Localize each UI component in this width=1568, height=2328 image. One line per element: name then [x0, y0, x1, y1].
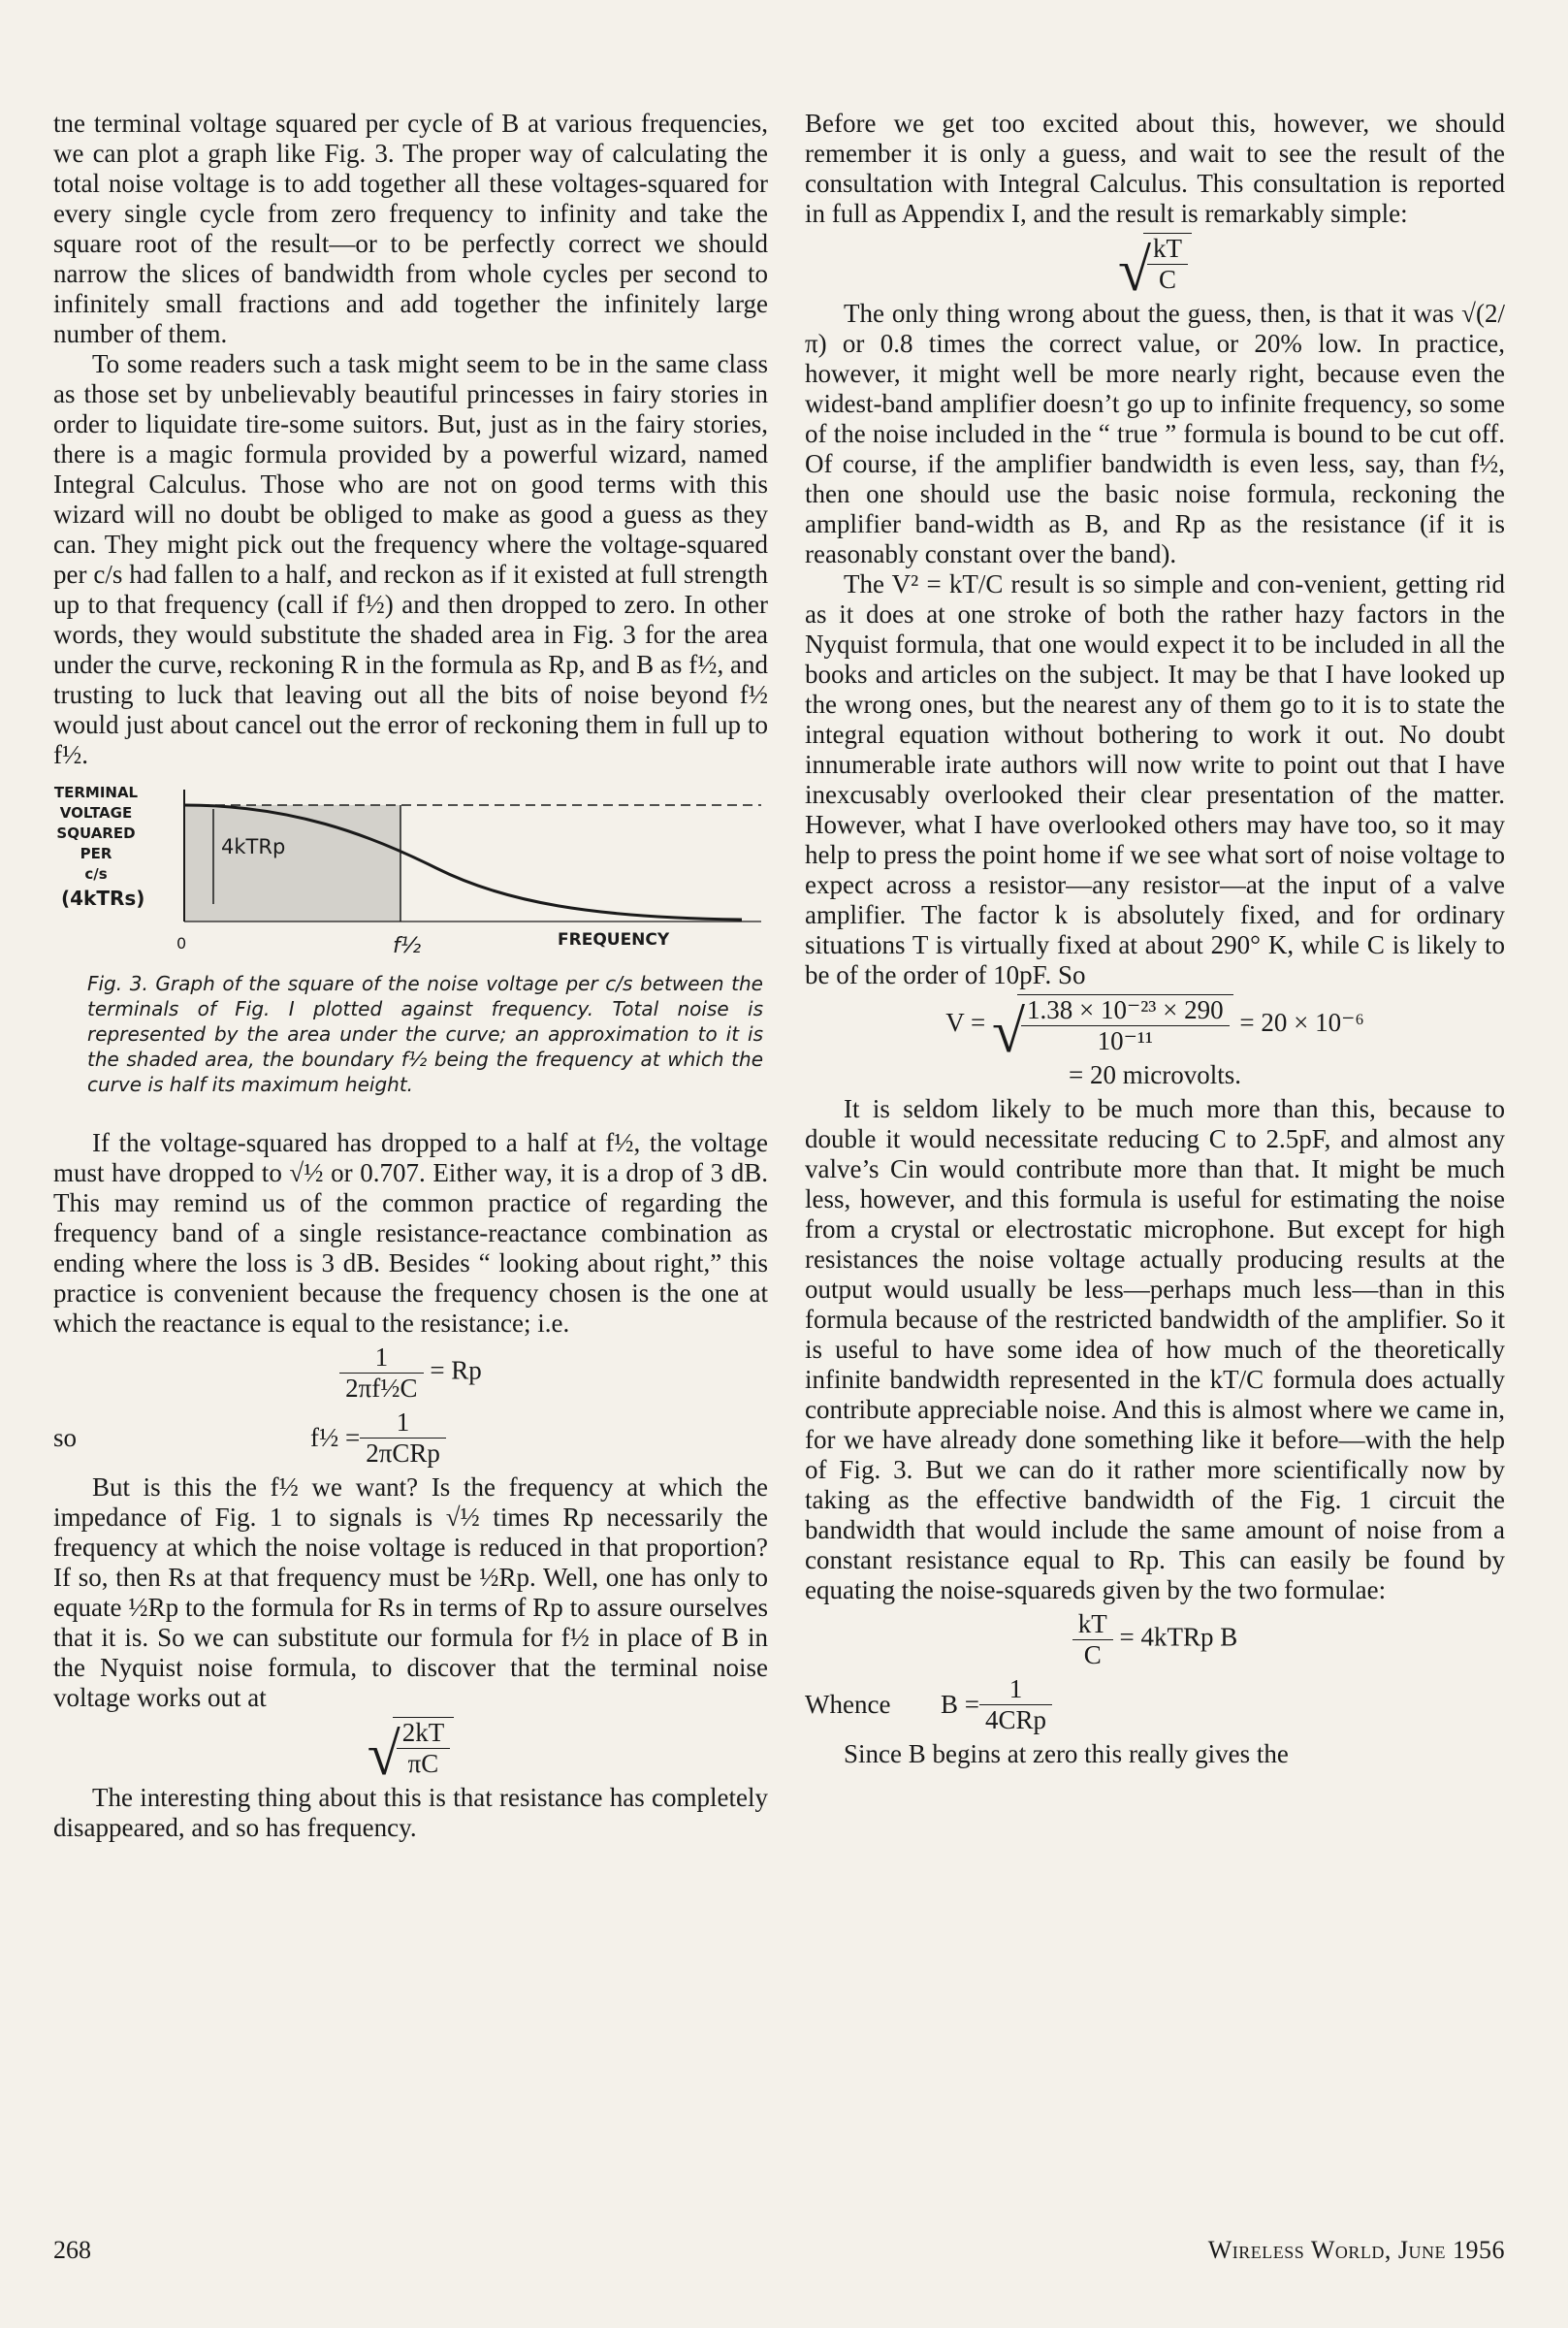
paragraph: If the voltage-squared has dropped to a half at f½, the voltage must have dropped to √½ or 0.707. Either way, it is a drop of 3 dB. This may remind us of the common practice of regarding the frequency band of a single resistance-reactance combination as ending where the loss is 3 dB. Besides “ looking about right,” this practice is convenient because the frequency chosen is the one at which the reactance is equal to the resistance; i.e.: [53, 1128, 768, 1338]
fraction: [360, 1407, 446, 1469]
y-axis-label-line: PER: [80, 845, 112, 862]
paragraph: But is this the f½ we want? Is the frequency at which the impedance of Fig. 1 to signals is √½ times Rp necessarily the frequency at which the noise voltage is reduced in that proportion? If so, then Rs at that frequency must be ½Rp. Well, one has only to equate ½Rp to the formula for Rs in terms of Rp to assure ourselves that it is. So we can substitute our formula for f½ in place of B in the Nyquist noise formula, to discover that the terminal noise voltage works out at: [53, 1472, 768, 1712]
y-axis-label-line: VOLTAGE: [59, 804, 133, 822]
equation: [805, 1609, 1505, 1670]
square-root: [1118, 233, 1192, 304]
equation: [53, 1407, 768, 1469]
equation-rhs: = Rp: [430, 1355, 482, 1385]
paragraph: The only thing wrong about the guess, then, is that it was √(2/π) or 0.8 times the correct value, or 20% low. In practice, however, it might well be more nearly right, because even the widest-band amplifier doesn’t go up to infinite frequency, so some of the noise included in the “ true ” formula is bound to be cut off. Of course, if the amplifier bandwidth is even less, say, than f½, then one should use the basic noise formula, reckoning the amplifier band-width as B, and Rp as the resistance (if it is reasonably constant over the band).: [805, 299, 1505, 568]
paragraph: tne terminal voltage squared per cycle of B at various frequencies, we can plot a graph like Fig. 3. The proper way of calculating the total noise voltage is to add together all these voltages-squared for every single cycle from zero frequency to infinity and take the square root of the result—or to be perfectly correct we should narrow the slices of bandwidth from whole cycles per second to infinitely small fractions and add together the infinitely large number of them.: [53, 109, 768, 348]
equation: [805, 233, 1505, 304]
denominator: C: [1083, 1640, 1102, 1669]
y-axis-label-line: SQUARED: [56, 824, 136, 842]
radical-icon: √: [367, 1722, 400, 1788]
numerator: 2kT: [397, 1718, 451, 1749]
radical-icon: √: [1118, 238, 1152, 304]
denominator: 4CRp: [985, 1705, 1047, 1734]
equation-rhs: = 4kTRp B: [1119, 1622, 1238, 1652]
equation-lhs: f½ =: [310, 1423, 361, 1452]
half-frequency-label: f½: [393, 934, 422, 958]
paragraph: Since B begins at zero this really gives the: [844, 1739, 1289, 1768]
shaded-area: [184, 805, 400, 922]
equation: [53, 1342, 768, 1404]
fraction: [1072, 1609, 1113, 1670]
y-axis-label: [54, 784, 145, 910]
denominator: C: [1158, 265, 1176, 294]
square-root: [991, 994, 1233, 1065]
equation-lhs: V =: [945, 1008, 986, 1038]
paragraph: Before we get too excited about this, however, we should remember it is only a guess, and wait to see the result of the consultation with Integral Calculus. This consultation is reported in full as Appendix I, and the result is remarkably simple:: [805, 109, 1505, 228]
fraction: [979, 1674, 1052, 1735]
numerator: kT: [1072, 1609, 1113, 1640]
numerator: kT: [1147, 234, 1188, 265]
numerator: 1: [979, 1674, 1052, 1705]
radical-icon: √: [991, 999, 1026, 1065]
paragraph: It is seldom likely to be much more than this, because to double it would necessitate reducing C to 2.5pF, and almost any valve’s Cin would contribute more than that. It might be much less, however, and this formula is useful for estimating the noise from a crystal or electrostatic microphone. But except for high resistances the noise voltage actually producing results at the output would usually be less—perhaps much less—than in this formula because of the restricted bandwidth of the amplifier. So it is useful to have some idea of how much of the theoretically infinite bandwidth represented in the kT/C formula does actually contribute appreciable noise. And this is almost where we came in, for we have already done something like it before—with the help of Fig. 3. But we can do it rather more scientifically now by taking as the effective bandwidth of the Fig. 1 circuit the bandwidth that would include the same amount of noise from a constant resistance equal to Rp. This can easily be found by equating the noise-squareds given by the two formulae:: [805, 1094, 1505, 1604]
page-number: 268: [53, 2236, 91, 2264]
origin-label: 0: [176, 934, 187, 953]
square-root: [367, 1717, 455, 1788]
equation-lhs: B =: [941, 1690, 979, 1719]
paragraph: To some readers such a task might seem to be in the same class as those set by unbelievably beautiful princesses in fairy stories in order to liquidate tire-some suitors. But, just as in the fairy stories, there is a magic formula provided by a powerful wizard, named Integral Calculus. Those who are not on good terms with this wizard will no doubt be obliged to make as good a guess as they can. They might pick out the frequency where the voltage-squared per c/s had fallen to a half, and reckon as if it existed at full strength up to that frequency (call if f½) and then dropped to zero. In other words, they would substitute the shaded area in Fig. 3 for the area under the curve, reckoning R in the formula as Rp, and B as f½, and trusting to luck that leaving out all the bits of noise beyond f½ would just about cancel out the error of reckoning them in full up to f½.: [53, 349, 768, 769]
denominator: 2πCRp: [366, 1439, 440, 1468]
equation: [53, 1717, 768, 1788]
numerator: 1: [339, 1342, 423, 1374]
equation-lead: so: [53, 1423, 78, 1452]
y-axis-label-line: (4kTRs): [61, 887, 145, 910]
numerator: 1.38 × 10⁻²³ × 290: [1021, 995, 1230, 1026]
equation: [805, 1674, 1505, 1735]
y-axis-label-line: TERMINAL: [53, 784, 139, 801]
equation-result: = 20 microvolts.: [1069, 1060, 1241, 1089]
denominator: 2πf½C: [345, 1374, 418, 1403]
paragraph: The interesting thing about this is that resistance has completely disappeared, and so has frequency.: [53, 1783, 768, 1842]
numerator: 1: [360, 1407, 446, 1439]
right-column: [805, 109, 1505, 1769]
equation-lead: Whence: [805, 1690, 891, 1719]
figure-3: [53, 784, 768, 1097]
fraction: [339, 1342, 423, 1404]
x-axis-label: FREQUENCY: [558, 930, 670, 950]
equation-rhs: = 20 × 10⁻⁶: [1239, 1008, 1364, 1038]
denominator: πC: [407, 1749, 439, 1778]
figure-caption: Fig. 3. Graph of the square of the noise voltage per c/s between the terminals of Fig. I plotted against frequency. Total noise is represented by the area under the curve; an approximation to it is the shaded area, the boundary f½ being the frequency at which the curve is half its maximum height.: [87, 972, 763, 1096]
journal-footer: Wireless World, June 1956: [1207, 2236, 1505, 2264]
paragraph: The V² = kT/C result is so simple and con-venient, getting rid as it does at one stroke of both the rather hazy factors in the Nyquist formula, that one would expect it to be included in all the books and articles on the subject. It may be that I have looked up the wrong ones, but the nearest any of them go to it is to state the integral equation without bothering to work it out. No doubt innumerable irate authors will now write to point out that I have inexcusably overlooked their clear presentation of the matter. However, what I have overlooked others may have too, so it may help to press the point home if we see what sort of noise voltage to expect across a resistor—any resistor—at the input of a valve amplifier. The factor k is absolutely fixed, and for ordinary situations T is virtually fixed at about 290° K, while C is likely to be of the order of 10pF. So: [805, 569, 1505, 989]
y-axis-label-line: c/s: [84, 865, 108, 883]
equation: [805, 994, 1505, 1065]
left-column: [53, 109, 768, 1843]
level-label: 4kTRp: [221, 835, 286, 858]
denominator: 10⁻¹¹: [1097, 1026, 1154, 1055]
figure-3-graph: [53, 784, 768, 958]
